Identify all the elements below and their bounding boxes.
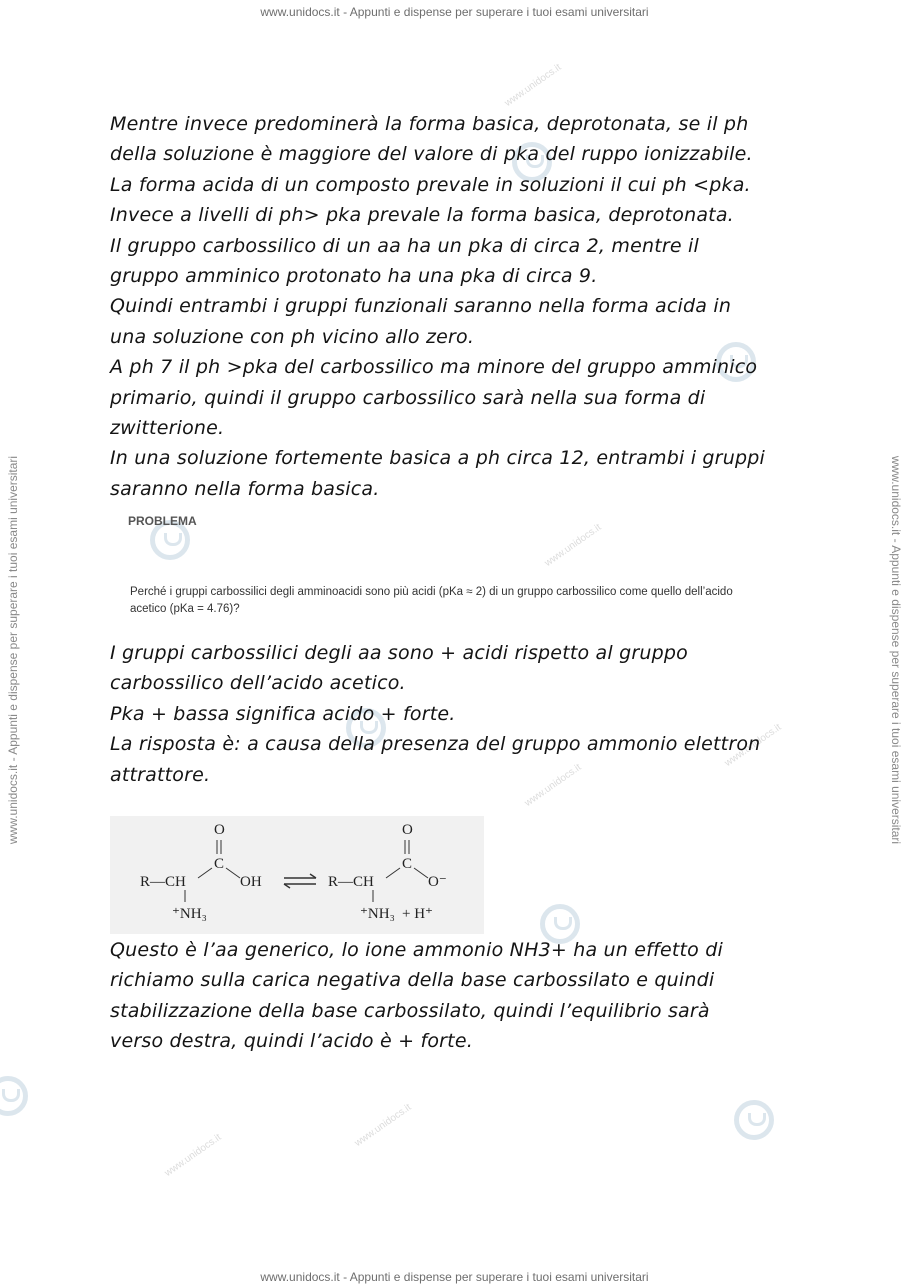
notes-paragraph-3	[110, 935, 850, 1057]
ammonium-group-left: ⁺NH₃	[172, 906, 207, 922]
text-line: I gruppi carbossilici degli aa sono + acidi rispetto al gruppo	[110, 642, 688, 664]
alpha-carbon-left: R—CH	[140, 874, 186, 890]
carbonyl-carbon-left: C	[214, 856, 225, 872]
equilibrium-diagram	[110, 816, 484, 934]
text-line: In una soluzione fortemente basica a ph circa 12, entrambi i gruppi	[110, 447, 765, 470]
watermark-side-left: www.unidocs.it - Appunti e dispense per superare i tuoi esami universitari	[6, 455, 20, 845]
text-line: Invece a livelli di ph> pka prevale la forma basica, deprotonata.	[110, 204, 734, 227]
alpha-carbon-right: R—CH	[328, 874, 374, 890]
text-line: La risposta è: a causa della presenza del gruppo ammonio elettron	[110, 733, 761, 756]
watermark-logo-icon	[0, 1076, 28, 1116]
text-line: primario, quindi il gruppo carbossilico sarà nella sua forma di	[110, 386, 706, 409]
proton-product: + H⁺	[402, 906, 433, 922]
problem-question	[130, 584, 830, 618]
watermark-side-right: www.unidocs.it - Appunti e dispense per superare i tuoi esami universitari	[889, 455, 903, 845]
watermark-diagonal-text: www.unidocs.it	[542, 522, 604, 569]
text-line: Il gruppo carbossilico di un aa ha un pka di circa 2, mentre il	[110, 234, 699, 257]
text-line: richiamo sulla carica negativa della base carbossilato e quindi	[110, 969, 715, 992]
text-line: verso destra, quindi l’acido è + forte.	[110, 1030, 473, 1053]
text-line: carbossilico dell’acido acetico.	[110, 672, 406, 695]
carbonyl-oxygen-left: O	[214, 822, 225, 838]
text-line: A ph 7 il ph >pka del carbossilico ma minore del gruppo amminico	[110, 356, 758, 379]
watermark-diagonal-text: www.unidocs.it	[162, 1132, 224, 1179]
problem-excerpt	[118, 510, 838, 620]
text-line: Questo è l’aa generico, lo ione ammonio NH3+ ha un effetto di	[110, 939, 723, 961]
problem-question-line: acetico (pKa = 4.76)?	[130, 603, 240, 615]
text-line: saranno nella forma basica.	[110, 477, 380, 500]
problem-title: PROBLEMA	[128, 514, 197, 528]
carbonyl-oxygen-right: O	[402, 822, 413, 838]
text-line: della soluzione è maggiore del valore di pka del ruppo ionizzabile.	[110, 143, 753, 166]
watermark-diagonal-text: www.unidocs.it	[722, 722, 784, 769]
notes-paragraph-2	[110, 638, 850, 790]
text-line: La forma acida di un composto prevale in soluzioni il cui ph <pka.	[110, 173, 751, 196]
problem-question-line: Perché i gruppi carbossilici degli amminoacidi sono più acidi (pKa ≈ 2) di un gruppo carbossilico come quello dell’acido	[130, 586, 733, 598]
text-line: una soluzione con ph vicino allo zero.	[110, 325, 475, 348]
text-line: gruppo amminico protonato ha una pka di circa 9.	[110, 265, 598, 288]
text-line: Pka + bassa significa acido + forte.	[110, 702, 456, 725]
amino-acid-equilibrium-figure	[110, 816, 484, 934]
watermark-diagonal-text: www.unidocs.it	[522, 762, 584, 809]
watermark-diagonal-text: www.unidocs.it	[502, 62, 564, 109]
watermark-diagonal-text: www.unidocs.it	[352, 1102, 414, 1149]
watermark-footer: www.unidocs.it - Appunti e dispense per superare i tuoi esami universitari	[260, 1270, 649, 1284]
text-line: stabilizzazione della base carbossilato, quindi l’equilibrio sarà	[110, 999, 710, 1022]
watermark-logo-icon	[734, 1100, 774, 1140]
notes-paragraph-1	[110, 109, 850, 504]
text-line: Quindi entrambi i gruppi funzionali saranno nella forma acida in	[110, 295, 732, 318]
watermark-header: www.unidocs.it - Appunti e dispense per superare i tuoi esami universitari	[260, 5, 649, 19]
text-line: attrattore.	[110, 763, 211, 786]
carbonyl-carbon-right: C	[402, 856, 413, 872]
hydroxyl-group: OH	[240, 874, 262, 890]
ammonium-group-right: ⁺NH₃	[360, 906, 395, 922]
text-line: Mentre invece predominerà la forma basica, deprotonata, se il ph	[110, 113, 749, 135]
carboxylate-oxygen: O⁻	[428, 874, 447, 890]
text-line: zwitterione.	[110, 417, 225, 440]
